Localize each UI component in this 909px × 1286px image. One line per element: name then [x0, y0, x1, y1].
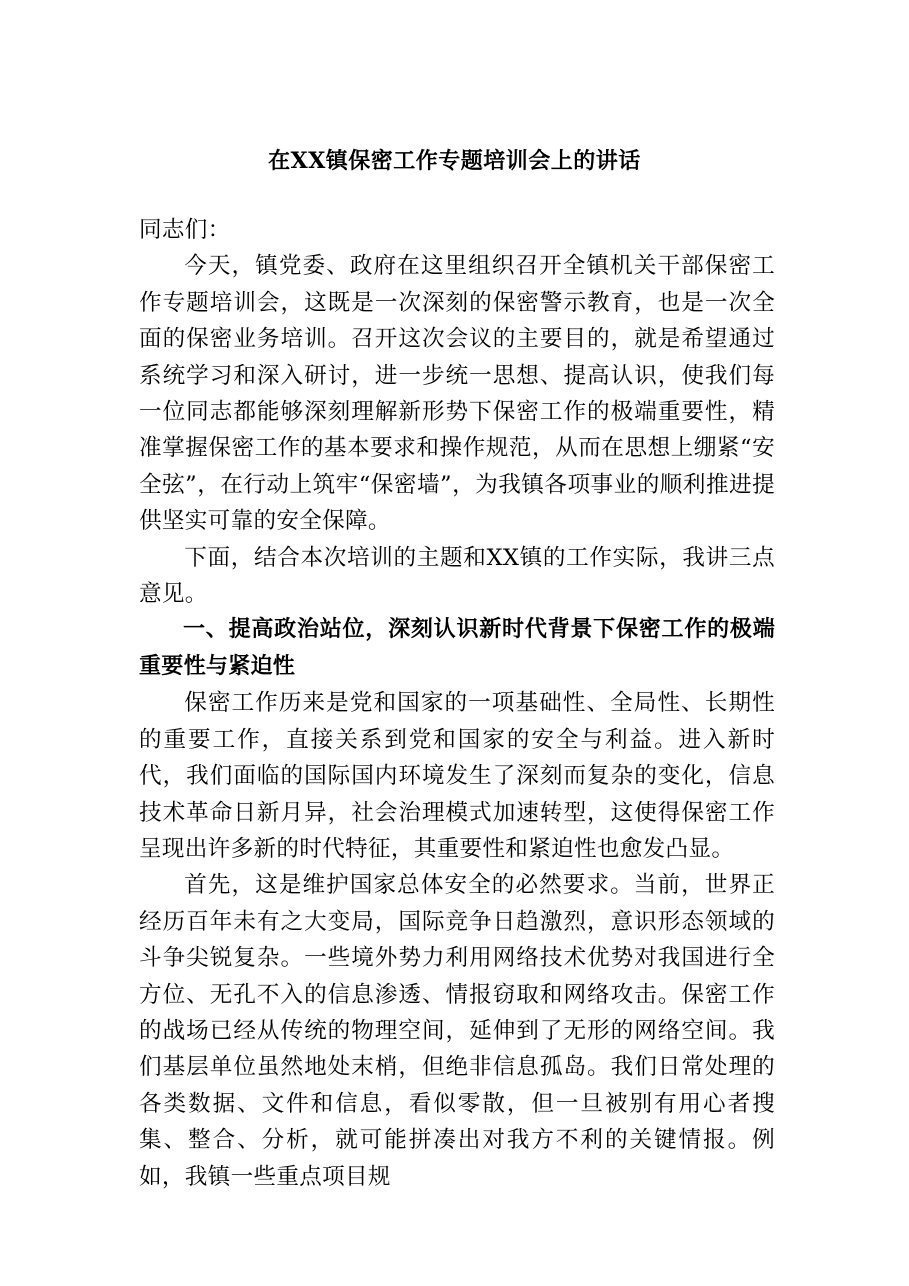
salutation: 同志们：	[139, 217, 231, 243]
paragraph-intro: 今天，镇党委、政府在这里组织召开全镇机关干部保密工作专题培训会，这既是一次深刻的保密警示教育，也是一次全面的保密业务培训。召开这次会议的主要目的，就是希望通过系统学习和深入研讨，进一步统一思想、提高认识，使我们每一位同志都能够深刻理解新形势下保密工作的极端重要性，精准掌握保密工作的基本要求和操作规范，从而在思想上绷紧“安全弦”，在行动上筑牢“保密墙”，为我镇各项事业的顺利推进提供坚实可靠的安全保障。	[139, 253, 775, 535]
section-heading-1: 一、提高政治站位，深刻认识新时代背景下保密工作的极端重要性与紧迫性	[139, 617, 775, 679]
document-title: 在XX镇保密工作专题培训会上的讲话	[268, 148, 641, 174]
document-body	[139, 212, 775, 1195]
paragraph-outline: 下面，结合本次培训的主题和XX镇的工作实际，我讲三点意见。	[139, 544, 775, 608]
section1-paragraph-1: 保密工作历来是党和国家的一项基础性、全局性、长期性的重要工作，直接关系到党和国家的安全与利益。进入新时代，我们面临的国际国内环境发生了深刻而复杂的变化，信息技术革命日新月异，社会治理模式加速转型，这使得保密工作呈现出许多新的时代特征，其重要性和紧迫性也愈发凸显。	[139, 690, 775, 862]
section1-paragraph-2: 首先，这是维护国家总体安全的必然要求。当前，世界正经历百年未有之大变局，国际竞争日趋激烈，意识形态领域的斗争尖锐复杂。一些境外势力利用网络技术优势对我国进行全方位、无孔不入的信息渗透、情报窃取和网络攻击。保密工作的战场已经从传统的物理空间，延伸到了无形的网络空间。我们基层单位虽然地处末梢，但绝非信息孤岛。我们日常处理的各类数据、文件和信息，看似零散，但一旦被别有用心者搜集、整合、分析，就可能拼凑出对我方不利的关键情报。例如，我镇一些重点项目规	[139, 872, 775, 1190]
